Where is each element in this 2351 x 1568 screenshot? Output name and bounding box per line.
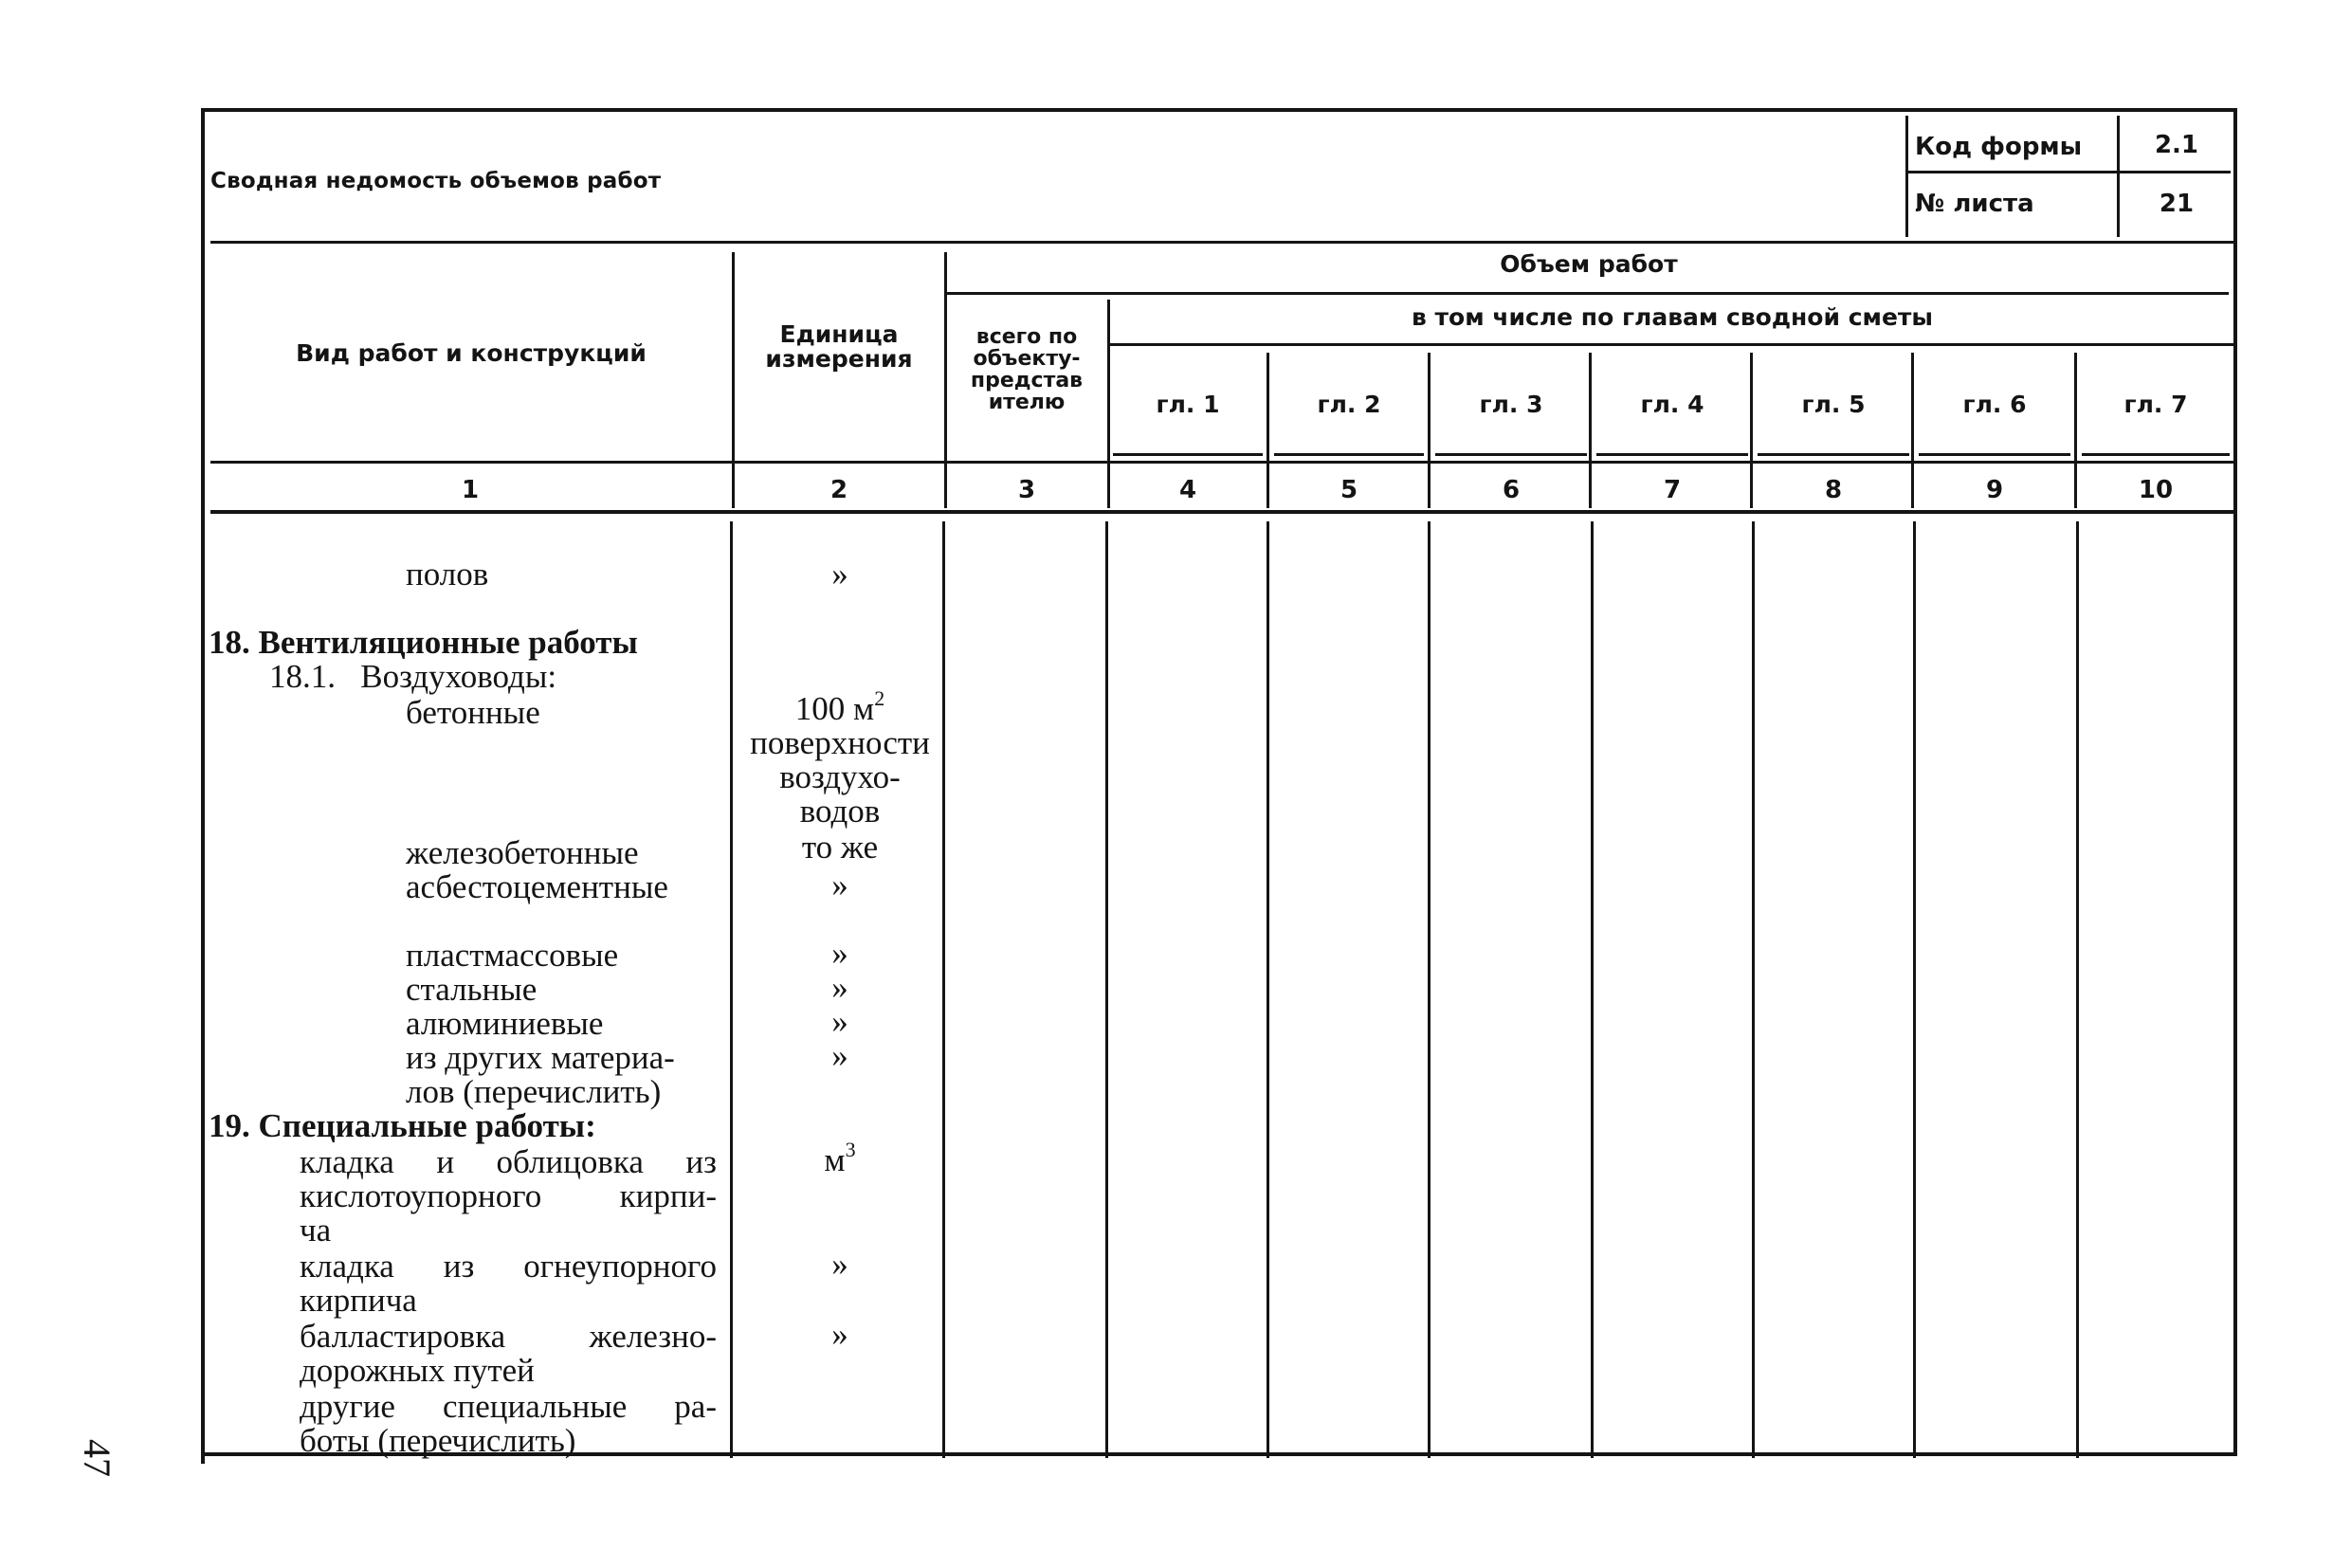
row-other-materials-1: из других материа- <box>406 1039 675 1076</box>
vline-2-header <box>944 252 947 508</box>
section-19-title: 19. Специальные работы: <box>209 1107 596 1144</box>
row-other-special-2: боты (перечислить) <box>300 1422 576 1459</box>
hline-numbers-bottom <box>210 510 2233 514</box>
row-kladka-oblicovka-1: кладка и облицовка из <box>300 1143 717 1180</box>
sheet-number-label: № листа <box>1915 190 2034 218</box>
col-header-total <box>948 326 1105 413</box>
unit-aluminievye: » <box>831 1003 848 1040</box>
col-header-work-type: Вид работ и конструкций <box>296 339 647 367</box>
unit-kladka-oblicovka <box>736 1138 944 1178</box>
chapter-underline-5 <box>1758 453 1909 456</box>
column-number-9: 9 <box>1985 476 2004 504</box>
page-number: 47 <box>76 1439 118 1477</box>
row-stalnye: стальные <box>406 971 538 1008</box>
top-border <box>201 108 2237 112</box>
unit-polov: » <box>831 556 848 593</box>
unit-betonnye-sup: 2 <box>874 686 885 711</box>
chapter-underline-4 <box>1596 453 1748 456</box>
unit-betonnye-line-3: воздухо- <box>779 758 901 795</box>
group-header-chapters: в том числе по главам сводной сметы <box>1412 303 1933 331</box>
vline-7-body <box>1752 521 1755 1458</box>
unit-stalnye: » <box>831 969 848 1006</box>
chapter-header-3: гл. 3 <box>1479 391 1543 418</box>
vline-8-body <box>1913 521 1916 1458</box>
group-header-volume: Объем работ <box>1500 250 1678 278</box>
vline-9-body <box>2076 521 2079 1458</box>
unit-betonnye-line-4: водов <box>799 793 881 830</box>
unit-asbestocementnye: » <box>831 866 848 903</box>
vline-6-body <box>1591 521 1594 1458</box>
unit-other-materials: » <box>831 1037 848 1074</box>
row-other-special-1: другие специальные ра- <box>300 1388 717 1425</box>
chapter-underline-6 <box>1919 453 2070 456</box>
row-polov: полов <box>406 556 489 593</box>
form-code-label: Код формы <box>1915 133 2083 161</box>
chapter-underline-2 <box>1274 453 1424 456</box>
code-box-mid <box>2117 116 2120 237</box>
unit-betonnye-line-2: поверхности <box>750 724 930 761</box>
row-ballastirovka-1: балластировка железно- <box>300 1318 717 1355</box>
row-kladka-oblicovka-3: ча <box>300 1212 332 1249</box>
chapter-header-7: гл. 7 <box>2123 391 2188 418</box>
left-border <box>201 108 205 1464</box>
column-number-2: 2 <box>829 476 848 504</box>
unit-zhelezobetonnye: то же <box>801 829 879 866</box>
column-number-3: 3 <box>1017 476 1036 504</box>
code-box-hline <box>1908 171 2231 173</box>
unit-kladka-value: м <box>824 1141 846 1178</box>
subsection-18-1: 18.1. Воздуховоды: <box>269 658 557 695</box>
sheet-number-value: 21 <box>2159 190 2195 218</box>
row-zhelezobetonnye: железобетонные <box>406 834 639 871</box>
chapter-header-5: гл. 5 <box>1801 391 1866 418</box>
form-code-value: 2.1 <box>2154 131 2199 159</box>
row-kladka-ogneupor-2: кирпича <box>300 1282 417 1319</box>
chapter-underline-7 <box>2082 453 2230 456</box>
unit-plastmassovye: » <box>831 935 848 972</box>
column-number-6: 6 <box>1502 476 1521 504</box>
vline-5-body <box>1428 521 1431 1458</box>
vline-4-body <box>1267 521 1269 1458</box>
hline-numbers-top <box>210 461 2233 464</box>
form-title: Сводная недомость объемов работ <box>210 169 662 193</box>
chapter-header-4: гл. 4 <box>1640 391 1704 418</box>
chapter-underline-1 <box>1113 453 1263 456</box>
vline-1-body <box>730 521 733 1458</box>
row-ballastirovka-2: дорожных путей <box>300 1352 535 1389</box>
vline-3-body <box>1105 521 1108 1458</box>
unit-ballastirovka: » <box>831 1316 848 1353</box>
vline-9-header <box>2074 353 2077 508</box>
column-number-8: 8 <box>1824 476 1843 504</box>
code-box-left <box>1905 116 1908 237</box>
unit-betonnye <box>736 686 944 830</box>
hline-volume-group <box>947 292 2229 295</box>
col-header-unit-text: Единица измерения <box>765 320 913 374</box>
column-number-10: 10 <box>2138 476 2174 504</box>
column-number-4: 4 <box>1178 476 1197 504</box>
unit-kladka-ogneupor: » <box>831 1246 848 1283</box>
unit-betonnye-value: 100 м <box>794 690 875 727</box>
row-asbestocementnye: асбестоцементные <box>406 868 668 905</box>
chapter-underline-3 <box>1435 453 1587 456</box>
row-plastmassovye: пластмассовые <box>406 937 619 974</box>
vline-1-header <box>732 252 735 508</box>
row-kladka-ogneupor-1: кладка из огнеупорного <box>300 1248 717 1285</box>
unit-kladka-sup: 3 <box>845 1138 856 1162</box>
hline-chapters-group <box>1110 343 2234 346</box>
column-number-1: 1 <box>461 476 480 504</box>
column-number-7: 7 <box>1663 476 1682 504</box>
chapter-header-6: гл. 6 <box>1962 391 2027 418</box>
col-header-unit <box>736 322 942 373</box>
header-separator <box>210 241 2233 244</box>
vline-5-header <box>1428 353 1431 508</box>
right-border <box>2233 108 2237 1454</box>
row-aluminievye: алюминиевые <box>406 1005 604 1042</box>
section-18-title: 18. Вентиляционные работы <box>209 624 638 661</box>
col-header-total-text: всего по объекту-представителю <box>970 325 1084 414</box>
row-other-materials-2: лов (перечислить) <box>406 1073 662 1110</box>
column-number-5: 5 <box>1340 476 1358 504</box>
chapter-header-2: гл. 2 <box>1317 391 1381 418</box>
row-betonnye: бетонные <box>406 694 540 731</box>
row-kladka-oblicovka-2: кислотоупорного кирпи- <box>300 1177 717 1214</box>
chapter-header-1: гл. 1 <box>1156 391 1220 418</box>
unit-betonnye-line-1 <box>736 686 944 727</box>
vline-4-header <box>1267 353 1269 508</box>
